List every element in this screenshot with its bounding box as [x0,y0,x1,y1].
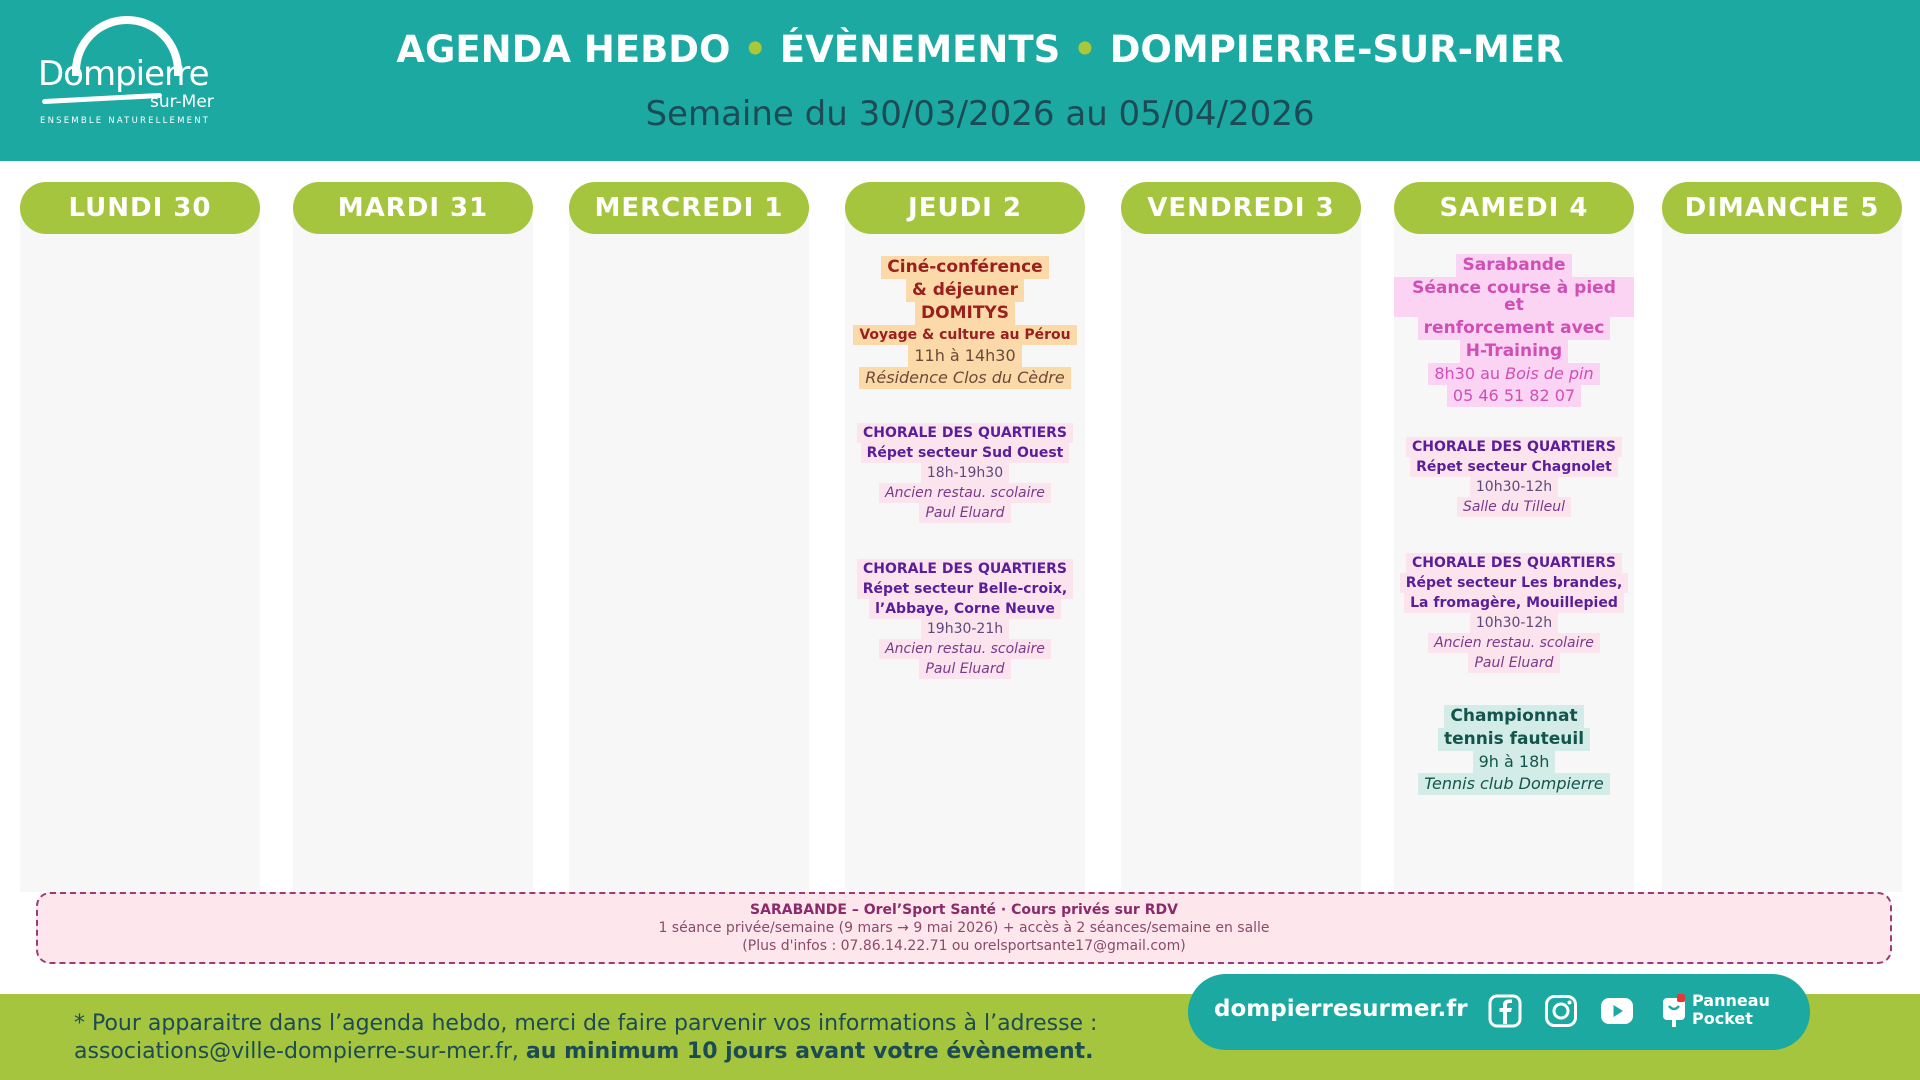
event-time: 10h30-12h [1470,613,1558,633]
event-list [1394,254,1634,821]
day-header: LUNDI 30 [20,182,260,234]
event-title: Répet secteur Sud Ouest [861,443,1070,463]
panneaupocket-line1: Panneau [1692,991,1770,1010]
youtube-icon[interactable] [1600,994,1634,1028]
day-header: DIMANCHE 5 [1662,182,1902,234]
title-separator: • [1073,28,1097,71]
event-title: La fromagère, Mouillepied [1404,593,1624,613]
sarabande-banner [36,892,1892,964]
day-column-body [20,212,260,892]
event-title: Répet secteur Belle-croix, [857,579,1073,599]
title-separator: • [743,28,768,71]
panneaupocket-link[interactable] [1662,992,1792,1032]
instagram-icon[interactable] [1544,994,1578,1028]
event-chorale-sud-ouest[interactable] [845,423,1085,523]
day-header: MERCREDI 1 [569,182,809,234]
event-place: Résidence Clos du Cèdre [859,367,1070,389]
event-cine-conference[interactable] [845,256,1085,389]
event-place: Salle du Tilleul [1457,497,1571,517]
header [0,0,1920,161]
event-title: Sarabande [1456,254,1571,277]
event-time: 19h30-21h [921,619,1009,639]
logo-name: Dompierre [38,54,209,94]
day-column-body [293,212,533,892]
event-tennis-fauteuil[interactable] [1394,705,1634,795]
day-header: VENDREDI 3 [1121,182,1361,234]
event-chorale-les-brandes[interactable] [1394,553,1634,673]
logo-sub: sur-Mer [150,92,214,112]
banner-line: 1 séance privée/semaine (9 mars → 9 mai 2026) + accès à 2 séances/semaine en salle [658,920,1270,936]
facebook-icon[interactable] [1488,994,1522,1028]
event-time-prefix: 8h30 au [1434,364,1506,383]
event-place: Tennis club Dompierre [1418,773,1610,795]
logo-tagline: ENSEMBLE NATURELLEMENT [40,116,211,126]
event-title: & déjeuner [906,279,1024,302]
day-column-samedi [1394,182,1634,892]
panneaupocket-label [1692,992,1770,1028]
website-link[interactable]: dompierresurmer.fr [1214,996,1468,1022]
footer-notice [74,1010,1174,1066]
panneaupocket-line2: Pocket [1692,1009,1753,1028]
event-title: CHORALE DES QUARTIERS [1406,437,1622,457]
day-header: SAMEDI 4 [1394,182,1634,234]
day-column-lundi [20,182,260,892]
footer-deadline: au minimum 10 jours avant votre évènement. [525,1039,1094,1064]
title-part1: AGENDA HEBDO [396,28,731,71]
event-time: 9h à 18h [1473,751,1556,773]
day-header: JEUDI 2 [845,182,1085,234]
banner-contact: (Plus d'infos : 07.86.14.22.71 ou orelsportsante17@gmail.com) [742,938,1186,954]
event-title: CHORALE DES QUARTIERS [1406,553,1622,573]
dompierre-logo[interactable] [38,16,228,128]
day-column-body [1121,212,1361,892]
footer-email[interactable]: associations@ville-dompierre-sur-mer.fr, [74,1039,526,1064]
event-title: DOMITYS [915,302,1015,325]
event-title: CHORALE DES QUARTIERS [857,423,1073,443]
event-phone: 05 46 51 82 07 [1447,385,1581,407]
links-pill [1188,974,1810,1050]
event-title: Répet secteur Chagnolet [1410,457,1618,477]
footer-line2 [74,1038,1174,1066]
event-title: Répet secteur Les brandes, [1400,573,1629,593]
page-title [300,28,1660,71]
event-place: Paul Eluard [919,503,1010,523]
event-time [1428,363,1599,385]
event-title: H-Training [1460,340,1568,363]
event-time: 11h à 14h30 [908,345,1021,367]
event-time-place: Bois de pin [1505,364,1594,383]
event-title: Séance course à pied et [1394,277,1634,317]
event-title: CHORALE DES QUARTIERS [857,559,1073,579]
day-column-body [569,212,809,892]
event-place: Paul Eluard [919,659,1010,679]
footer-line1: * Pour apparaitre dans l’agenda hebdo, merci de faire parvenir vos informations à l’adresse : [74,1011,1098,1036]
event-place: Ancien restau. scolaire [1428,633,1600,653]
panneaupocket-icon [1662,994,1688,1028]
event-chorale-chagnolet[interactable] [1394,437,1634,517]
week-subtitle: Semaine du 30/03/2026 au 05/04/2026 [645,94,1315,134]
event-sarabande-course[interactable] [1394,254,1634,407]
event-subtitle: Voyage & culture au Pérou [853,325,1076,345]
day-column-mardi [293,182,533,892]
logo-swoosh [42,93,162,104]
event-list [845,256,1085,705]
day-column-dimanche [1662,182,1902,892]
event-chorale-belle-croix[interactable] [845,559,1085,679]
event-place: Ancien restau. scolaire [879,639,1051,659]
event-title: renforcement avec [1418,317,1611,340]
event-title: l’Abbaye, Corne Neuve [869,599,1061,619]
title-part2: ÉVÈNEMENTS [779,28,1061,71]
event-title: tennis fauteuil [1438,728,1590,751]
day-header: MARDI 31 [293,182,533,234]
banner-title: SARABANDE – Orel’Sport Santé · Cours privés sur RDV [750,902,1178,918]
event-title: Ciné-conférence [881,256,1048,279]
day-column-vendredi [1121,182,1361,892]
event-title: Championnat [1444,705,1583,728]
day-column-body [1662,212,1902,892]
event-time: 18h-19h30 [921,463,1009,483]
day-column-mercredi [569,182,809,892]
event-place: Paul Eluard [1468,653,1559,673]
event-time: 10h30-12h [1470,477,1558,497]
title-part3: DOMPIERRE-SUR-MER [1109,28,1564,71]
event-place: Ancien restau. scolaire [879,483,1051,503]
day-column-jeudi [845,182,1085,892]
